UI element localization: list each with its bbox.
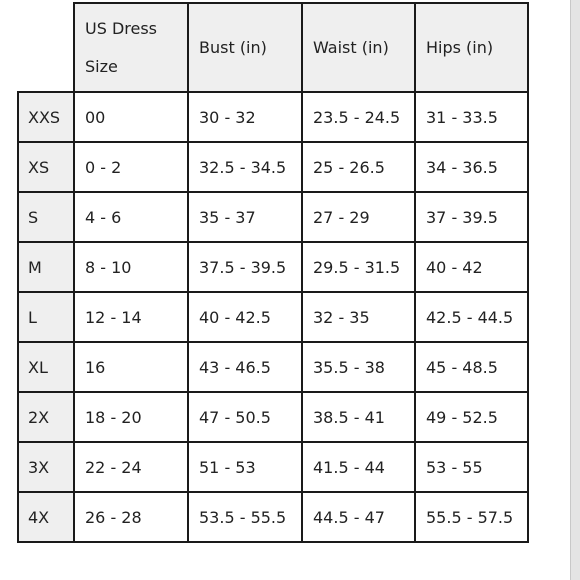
header-bust: Bust (in) [188, 3, 302, 92]
table-row [18, 92, 528, 142]
cell-us-dress-size: 16 [74, 342, 188, 392]
cell-waist: 23.5 - 24.5 [302, 92, 415, 142]
cell-waist: 27 - 29 [302, 192, 415, 242]
cell-bust: 47 - 50.5 [188, 392, 302, 442]
cell-hips: 34 - 36.5 [415, 142, 528, 192]
cell-bust: 43 - 46.5 [188, 342, 302, 392]
header-hips: Hips (in) [415, 3, 528, 92]
cell-us-dress-size: 8 - 10 [74, 242, 188, 292]
cell-bust: 53.5 - 55.5 [188, 492, 302, 542]
table-row [18, 142, 528, 192]
cell-waist: 38.5 - 41 [302, 392, 415, 442]
cell-bust: 30 - 32 [188, 92, 302, 142]
cell-bust: 35 - 37 [188, 192, 302, 242]
row-size-label: L [18, 292, 74, 342]
cell-us-dress-size: 4 - 6 [74, 192, 188, 242]
cell-waist: 41.5 - 44 [302, 442, 415, 492]
row-size-label: XS [18, 142, 74, 192]
row-size-label: M [18, 242, 74, 292]
table-row [18, 492, 528, 542]
cell-hips: 31 - 33.5 [415, 92, 528, 142]
cell-hips: 42.5 - 44.5 [415, 292, 528, 342]
cell-us-dress-size: 18 - 20 [74, 392, 188, 442]
cell-bust: 37.5 - 39.5 [188, 242, 302, 292]
cell-bust: 32.5 - 34.5 [188, 142, 302, 192]
table-row [18, 242, 528, 292]
corner-cell [18, 3, 74, 92]
row-size-label: XL [18, 342, 74, 392]
table-row [18, 392, 528, 442]
cell-us-dress-size: 00 [74, 92, 188, 142]
row-size-label: XXS [18, 92, 74, 142]
cell-hips: 49 - 52.5 [415, 392, 528, 442]
cell-us-dress-size: 0 - 2 [74, 142, 188, 192]
cell-hips: 53 - 55 [415, 442, 528, 492]
row-size-label: 2X [18, 392, 74, 442]
row-size-label: 4X [18, 492, 74, 542]
cell-waist: 25 - 26.5 [302, 142, 415, 192]
cell-waist: 29.5 - 31.5 [302, 242, 415, 292]
cell-hips: 55.5 - 57.5 [415, 492, 528, 542]
cell-waist: 32 - 35 [302, 292, 415, 342]
header-waist: Waist (in) [302, 3, 415, 92]
cell-bust: 40 - 42.5 [188, 292, 302, 342]
cell-hips: 45 - 48.5 [415, 342, 528, 392]
cell-hips: 37 - 39.5 [415, 192, 528, 242]
header-row [18, 3, 528, 92]
table-row [18, 342, 528, 392]
cell-us-dress-size: 26 - 28 [74, 492, 188, 542]
row-size-label: S [18, 192, 74, 242]
table-row [18, 292, 528, 342]
table-row [18, 442, 528, 492]
cell-us-dress-size: 22 - 24 [74, 442, 188, 492]
header-us-dress-size: US Dress Size [74, 3, 188, 92]
cell-us-dress-size: 12 - 14 [74, 292, 188, 342]
cell-hips: 40 - 42 [415, 242, 528, 292]
cell-waist: 35.5 - 38 [302, 342, 415, 392]
size-chart-table [17, 2, 529, 543]
table-row [18, 192, 528, 242]
cell-bust: 51 - 53 [188, 442, 302, 492]
row-size-label: 3X [18, 442, 74, 492]
cell-waist: 44.5 - 47 [302, 492, 415, 542]
page-edge-strip [571, 0, 580, 580]
